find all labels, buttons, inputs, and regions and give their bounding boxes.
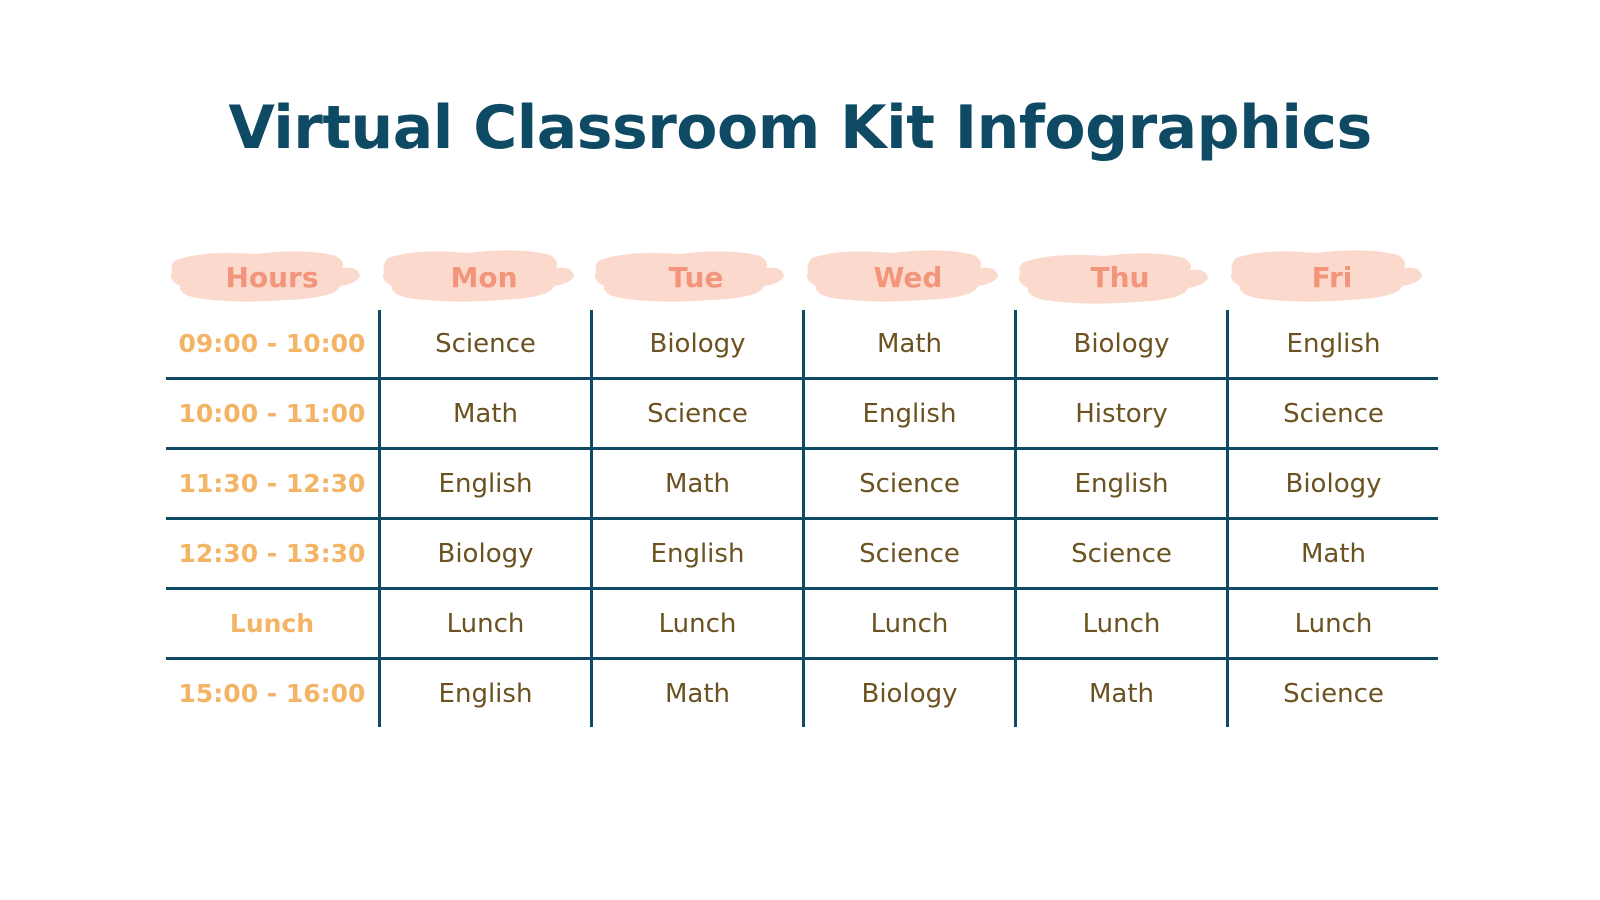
header-label: Fri	[1311, 260, 1353, 294]
subject-cell: History	[1014, 380, 1226, 447]
header-wed	[802, 244, 1014, 310]
subject-cell: Math	[590, 450, 802, 517]
table-row	[166, 657, 1438, 727]
subject-cell: Lunch	[590, 590, 802, 657]
page-title: Virtual Classroom Kit Infographics	[228, 93, 1372, 163]
subject-cell: Science	[1226, 660, 1438, 727]
subject-cell: Science	[802, 520, 1014, 587]
subject-cell: Math	[1014, 660, 1226, 727]
subject-cell: Biology	[1226, 450, 1438, 517]
header-label: Hours	[225, 260, 319, 294]
subject-cell: English	[1226, 310, 1438, 377]
header-fri	[1226, 244, 1438, 310]
subject-cell: Biology	[590, 310, 802, 377]
subject-cell: English	[802, 380, 1014, 447]
subject-cell: Biology	[1014, 310, 1226, 377]
hours-cell: 15:00 - 16:00	[178, 679, 366, 708]
table-row	[166, 377, 1438, 447]
hours-cell: Lunch	[229, 609, 315, 638]
subject-cell: Science	[590, 380, 802, 447]
table-row	[166, 587, 1438, 657]
subject-cell: English	[378, 450, 590, 517]
subject-cell: Lunch	[802, 590, 1014, 657]
subject-cell: Science	[1014, 520, 1226, 587]
header-tue	[590, 244, 802, 310]
schedule-grid	[166, 310, 1438, 727]
table-row	[166, 447, 1438, 517]
header-label: Tue	[668, 260, 724, 294]
subject-cell: Lunch	[1226, 590, 1438, 657]
header-hours	[166, 244, 378, 310]
header-label: Mon	[450, 260, 518, 294]
subject-cell: Math	[802, 310, 1014, 377]
subject-cell: Math	[590, 660, 802, 727]
header-label: Wed	[873, 260, 943, 294]
table-header-row	[166, 244, 1438, 310]
subject-cell: Math	[1226, 520, 1438, 587]
hours-cell: 11:30 - 12:30	[178, 469, 366, 498]
subject-cell: Science	[1226, 380, 1438, 447]
table-row	[166, 310, 1438, 377]
header-thu	[1014, 244, 1226, 310]
header-label: Thu	[1090, 260, 1150, 294]
subject-cell: English	[1014, 450, 1226, 517]
table-row	[166, 517, 1438, 587]
subject-cell: Biology	[802, 660, 1014, 727]
subject-cell: Lunch	[378, 590, 590, 657]
subject-cell: Lunch	[1014, 590, 1226, 657]
hours-cell: 12:30 - 13:30	[178, 539, 366, 568]
subject-cell: Science	[378, 310, 590, 377]
subject-cell: Science	[802, 450, 1014, 517]
subject-cell: English	[378, 660, 590, 727]
header-mon	[378, 244, 590, 310]
subject-cell: Biology	[378, 520, 590, 587]
subject-cell: English	[590, 520, 802, 587]
hours-cell: 09:00 - 10:00	[178, 329, 366, 358]
hours-cell: 10:00 - 11:00	[178, 399, 366, 428]
schedule-table	[166, 244, 1438, 727]
subject-cell: Math	[378, 380, 590, 447]
